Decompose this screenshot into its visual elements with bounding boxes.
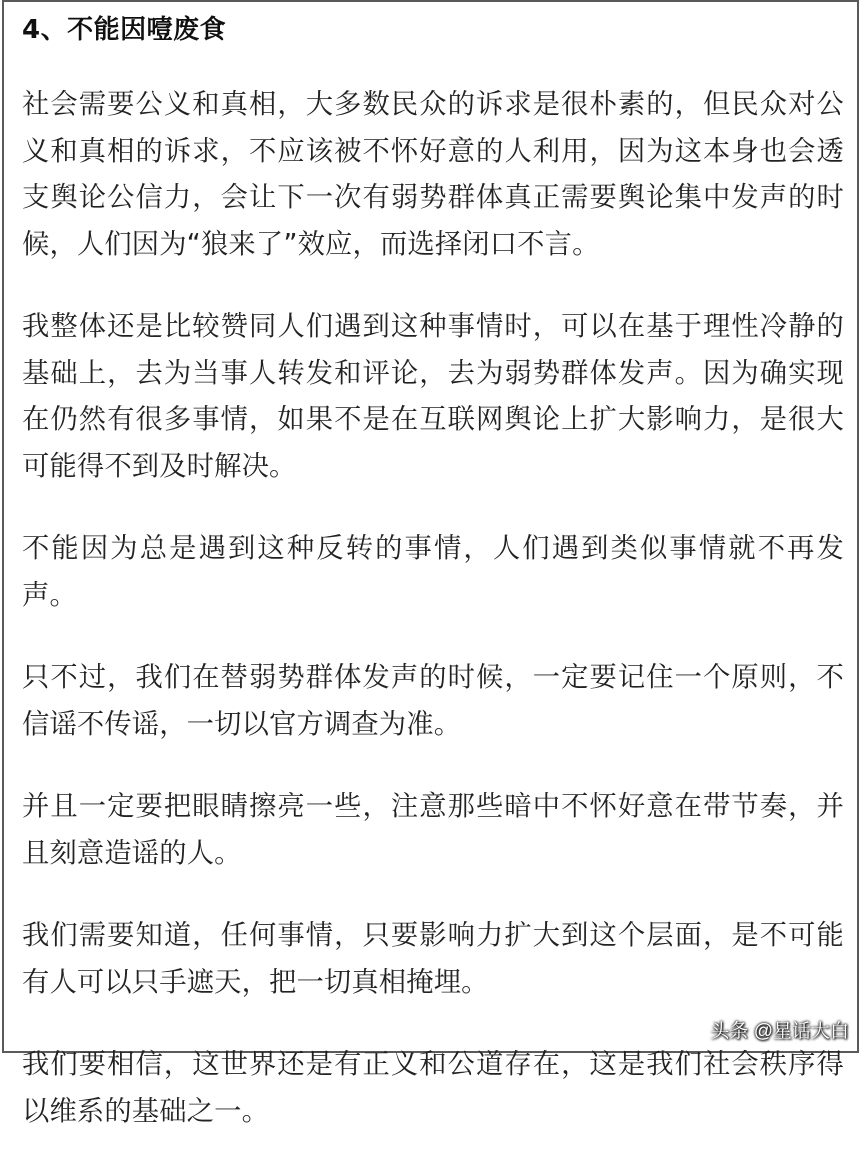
watermark: 头条 @星话大白 <box>710 1021 849 1042</box>
article-body <box>22 82 844 1171</box>
section-heading: 4、不能因噎废食 <box>22 15 227 45</box>
paragraph-1: 社会需要公义和真相，大多数民众的诉求是很朴素的，但民众对公义和真相的诉求，不应该被不怀好意的人利用，因为这本身也会透支舆论公信力，会让下一次有弱势群体真正需要舆论集中发声的时候，人们因为“狼来了”效应，而选择闭口不言。 <box>22 89 844 260</box>
article-frame <box>2 0 859 1127</box>
paragraph-4: 只不过，我们在替弱势群体发声的时候，一定要记住一个原则，不信谣不传谣，一切以官方调查为准。 <box>22 662 844 740</box>
paragraph-3: 不能因为总是遇到这种反转的事情，人们遇到类似事情就不再发声。 <box>22 533 844 611</box>
paragraph-5: 并且一定要把眼睛擦亮一些，注意那些暗中不怀好意在带节奏，并且刻意造谣的人。 <box>22 791 844 869</box>
paragraph-2: 我整体还是比较赞同人们遇到这种事情时，可以在基于理性冷静的基础上，去为当事人转发和评论，去为弱势群体发声。因为确实现在仍然有很多事情，如果不是在互联网舆论上扩大影响力，是很大可能得不到及时解决。 <box>22 311 844 482</box>
paragraph-6: 我们需要知道，任何事情，只要影响力扩大到这个层面，是不可能有人可以只手遮天，把一切真相掩埋。 <box>22 920 844 998</box>
paragraph-7: 我们要相信，这世界还是有正义和公道存在，这是我们社会秩序得以维系的基础之一。 <box>22 1049 844 1127</box>
